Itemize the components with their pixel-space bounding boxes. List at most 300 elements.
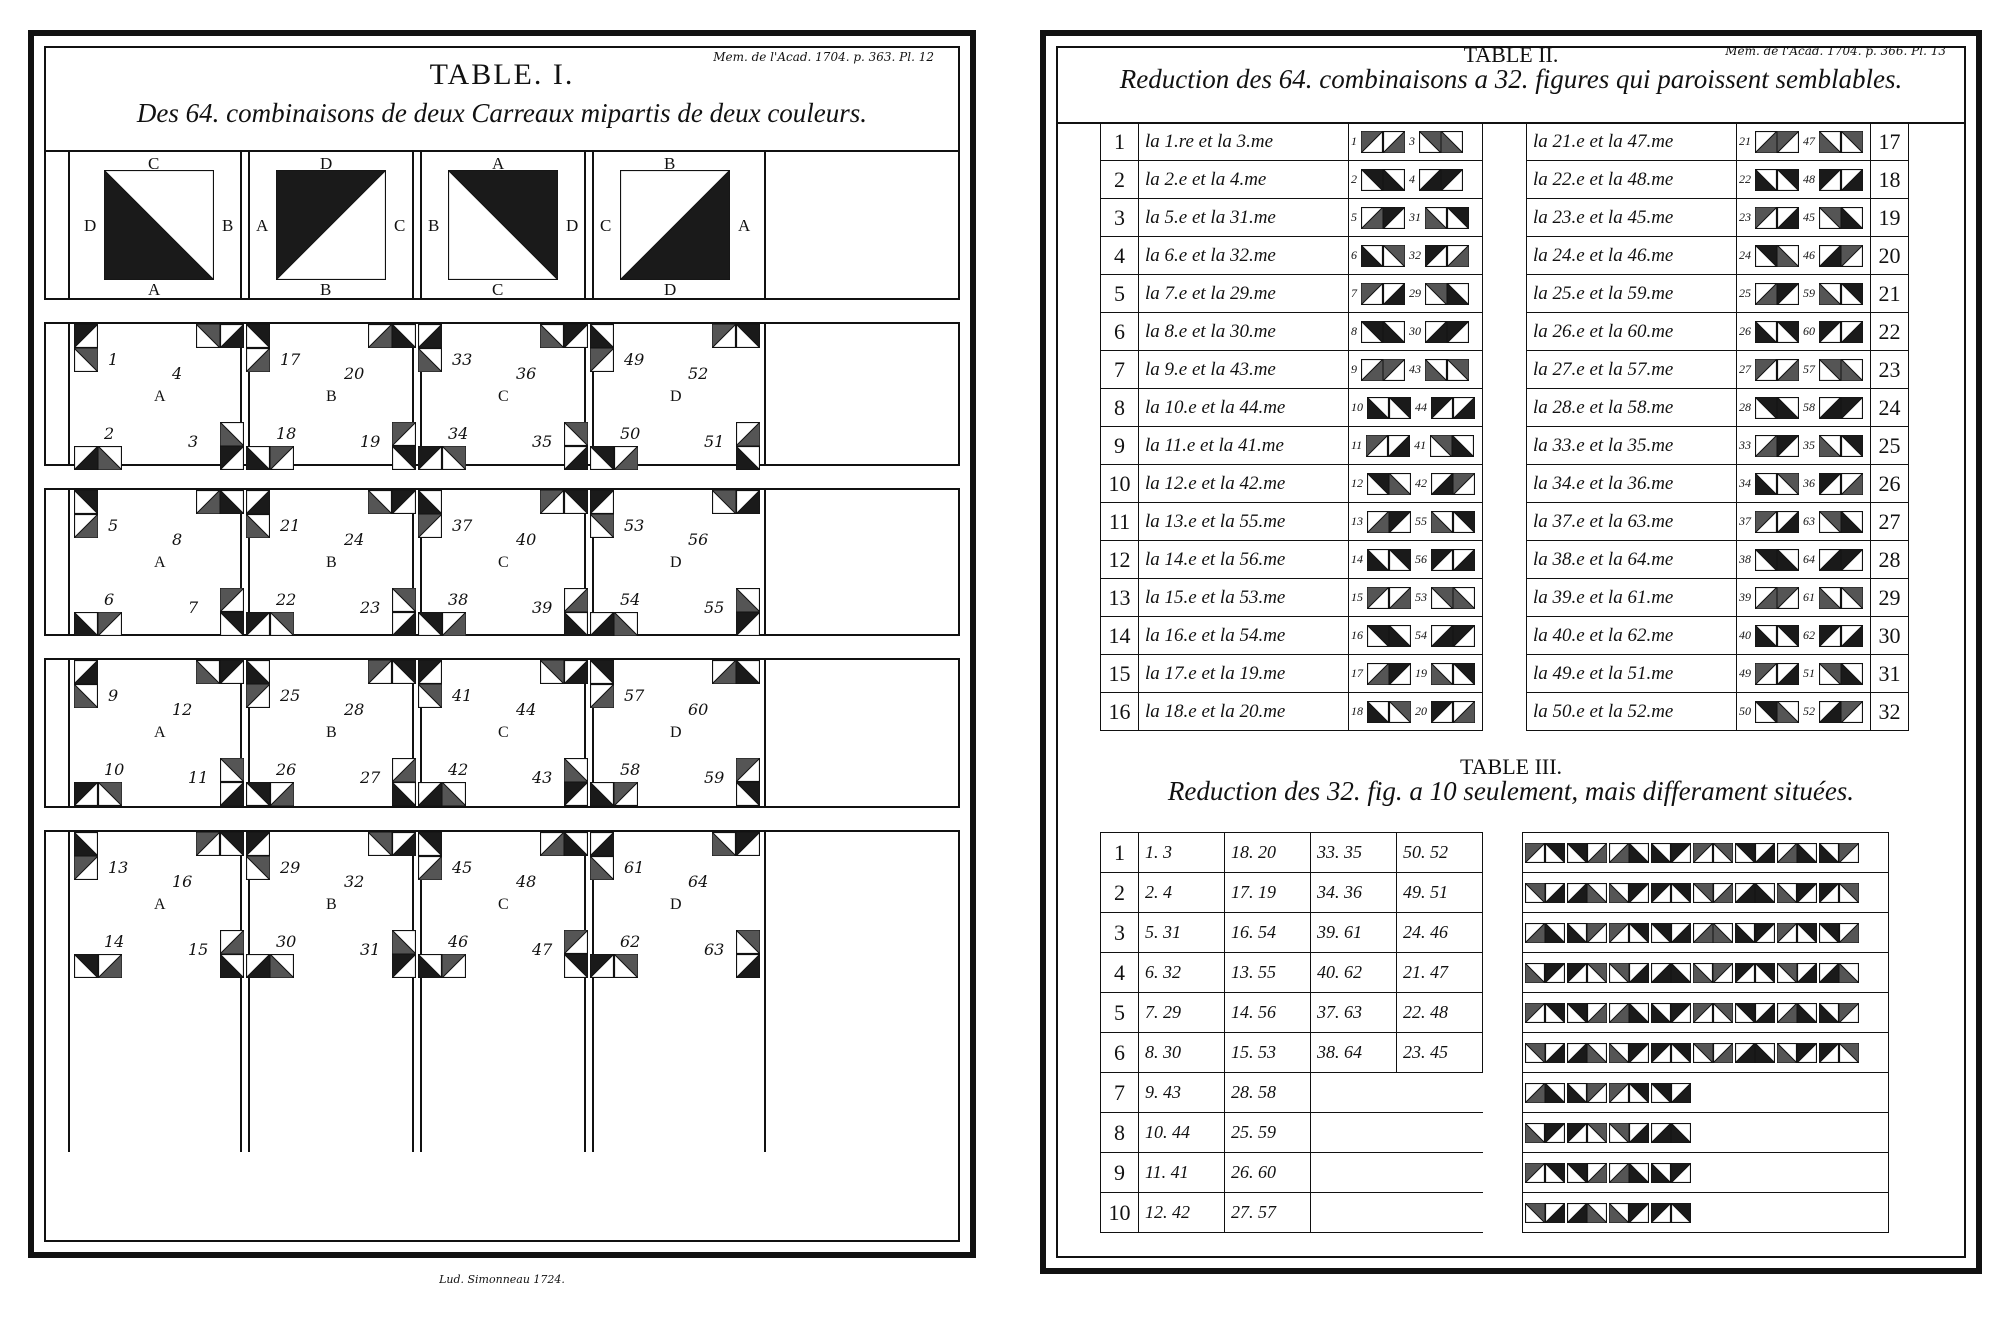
table3-row bbox=[1101, 1033, 1889, 1073]
combination-text: la 21.e et la 47.me bbox=[1527, 123, 1737, 161]
row-number: 26 bbox=[1871, 465, 1909, 503]
half-tile-icon bbox=[246, 660, 270, 684]
half-tile-icon bbox=[712, 832, 736, 856]
combination-tile-pair bbox=[246, 832, 270, 880]
combination-number: 27 bbox=[360, 768, 381, 787]
tile-pair bbox=[1819, 245, 1863, 267]
combination-tile-pair bbox=[368, 832, 416, 856]
combination-tile-pair bbox=[392, 930, 416, 978]
combination-number: 31 bbox=[360, 940, 381, 959]
pair-cell: 23. 45 bbox=[1397, 1033, 1483, 1073]
group-letter: A bbox=[154, 724, 166, 741]
table2-row bbox=[1101, 313, 1909, 351]
legend-tile bbox=[246, 152, 416, 298]
figure-pair bbox=[1737, 389, 1871, 427]
group-letter: D bbox=[670, 724, 682, 741]
combination-number: 26 bbox=[276, 760, 297, 779]
table2-row bbox=[1101, 161, 1909, 199]
half-tile-icon bbox=[1693, 883, 1713, 903]
tile-pair bbox=[1735, 1043, 1775, 1063]
half-tile-icon bbox=[368, 490, 392, 514]
half-tile-icon bbox=[1777, 883, 1797, 903]
half-tile-icon bbox=[74, 612, 98, 636]
half-tile-icon bbox=[1431, 397, 1453, 419]
combination-text: la 15.e et la 53.me bbox=[1139, 579, 1349, 617]
half-tile-icon bbox=[620, 170, 730, 280]
figure-number: 42 bbox=[1415, 476, 1427, 490]
tile-pair bbox=[1819, 359, 1863, 381]
tile-pair bbox=[1425, 245, 1469, 267]
half-tile-icon bbox=[564, 954, 588, 978]
pair-cell: 9. 43 bbox=[1139, 1073, 1225, 1113]
combination-text: la 13.e et la 55.me bbox=[1139, 503, 1349, 541]
pattern-strip bbox=[1523, 1193, 1889, 1233]
combination-text: la 26.e et la 60.me bbox=[1527, 313, 1737, 351]
combination-tile-pair bbox=[196, 832, 244, 856]
combination-number: 37 bbox=[452, 516, 473, 535]
legend-tile bbox=[418, 152, 588, 298]
combination-number: 61 bbox=[624, 858, 645, 877]
half-tile-icon bbox=[392, 446, 416, 470]
combination-tile-pair bbox=[368, 660, 416, 684]
table1-band bbox=[44, 806, 960, 832]
half-tile-icon bbox=[1367, 625, 1389, 647]
figure-pair bbox=[1349, 693, 1483, 731]
half-tile-icon bbox=[1447, 245, 1469, 267]
tile-pair bbox=[1735, 1003, 1775, 1023]
combination-number: 35 bbox=[532, 432, 553, 451]
half-tile-icon bbox=[1651, 1123, 1671, 1143]
tile-pair bbox=[1609, 963, 1649, 983]
figure-number: 64 bbox=[1803, 552, 1815, 566]
half-tile-icon bbox=[1366, 435, 1388, 457]
tile-pair bbox=[1567, 1083, 1607, 1103]
pair-cell: 26. 60 bbox=[1225, 1153, 1311, 1193]
half-tile-icon bbox=[1389, 549, 1411, 571]
half-tile-icon bbox=[1383, 283, 1405, 305]
figure-pair bbox=[1349, 465, 1483, 503]
half-tile-icon bbox=[540, 324, 564, 348]
tile-pair bbox=[1819, 587, 1863, 609]
half-tile-icon bbox=[1609, 923, 1629, 943]
row-number: 6 bbox=[1101, 1033, 1139, 1073]
combination-number: 55 bbox=[704, 598, 725, 617]
half-tile-icon bbox=[1425, 207, 1447, 229]
half-tile-icon bbox=[1839, 1043, 1859, 1063]
half-tile-icon bbox=[736, 612, 760, 636]
combination-tile-pair bbox=[590, 612, 638, 636]
combination-tile-pair bbox=[418, 660, 442, 708]
tile-pair bbox=[1431, 701, 1475, 723]
combination-tile-pair bbox=[74, 612, 122, 636]
figure-number: 27 bbox=[1739, 362, 1751, 376]
half-tile-icon bbox=[1839, 1003, 1859, 1023]
table3-row bbox=[1101, 953, 1889, 993]
half-tile-icon bbox=[220, 612, 244, 636]
table3-row bbox=[1101, 873, 1889, 913]
combination-number: 11 bbox=[188, 768, 209, 787]
figure-number: 21 bbox=[1739, 134, 1751, 148]
combination-tile-pair bbox=[74, 954, 122, 978]
half-tile-icon bbox=[246, 782, 270, 806]
half-tile-icon bbox=[1651, 1043, 1671, 1063]
figure-pair bbox=[1349, 579, 1483, 617]
half-tile-icon bbox=[1419, 131, 1441, 153]
pair-cell bbox=[1311, 1193, 1397, 1233]
tile-pair bbox=[1367, 587, 1411, 609]
row-number: 20 bbox=[1871, 237, 1909, 275]
combination-text: la 1.re et la 3.me bbox=[1139, 123, 1349, 161]
half-tile-icon bbox=[564, 660, 588, 684]
half-tile-icon bbox=[736, 930, 760, 954]
combination-number: 23 bbox=[360, 598, 381, 617]
pair-cell: 1. 3 bbox=[1139, 833, 1225, 873]
tile-pair bbox=[1755, 549, 1799, 571]
combination-number: 41 bbox=[452, 686, 473, 705]
tile-pair bbox=[1567, 1123, 1607, 1143]
half-tile-icon bbox=[392, 954, 416, 978]
half-tile-icon bbox=[1545, 1003, 1565, 1023]
pattern-group bbox=[418, 660, 588, 806]
tile-pair bbox=[1755, 321, 1799, 343]
half-tile-icon bbox=[1629, 923, 1649, 943]
figure-pair bbox=[1737, 541, 1871, 579]
tile-pair bbox=[1777, 963, 1817, 983]
combination-text: la 34.e et la 36.me bbox=[1527, 465, 1737, 503]
combination-number: 16 bbox=[172, 872, 193, 891]
figure-pair bbox=[1349, 503, 1483, 541]
row-number: 29 bbox=[1871, 579, 1909, 617]
pair-cell: 17. 19 bbox=[1225, 873, 1311, 913]
figure-number: 59 bbox=[1803, 286, 1815, 300]
half-tile-icon bbox=[392, 324, 416, 348]
tile-pair bbox=[1693, 923, 1733, 943]
tile-pair bbox=[1609, 1083, 1649, 1103]
half-tile-icon bbox=[1819, 843, 1839, 863]
pair-cell: 37. 63 bbox=[1311, 993, 1397, 1033]
pair-cell bbox=[1397, 1153, 1483, 1193]
half-tile-icon bbox=[1651, 1203, 1671, 1223]
pair-cell bbox=[1311, 1153, 1397, 1193]
legend-tile bbox=[590, 152, 760, 298]
half-tile-icon bbox=[1383, 359, 1405, 381]
half-tile-icon bbox=[1567, 923, 1587, 943]
figure-number: 12 bbox=[1351, 476, 1363, 490]
figure-pair bbox=[1737, 465, 1871, 503]
tile-pair bbox=[1419, 169, 1463, 191]
half-tile-icon bbox=[1755, 625, 1777, 647]
half-tile-icon bbox=[1671, 923, 1691, 943]
half-tile-icon bbox=[1671, 1203, 1691, 1223]
pattern-strip bbox=[1523, 993, 1889, 1033]
row-number: 4 bbox=[1101, 953, 1139, 993]
half-tile-icon bbox=[1567, 1043, 1587, 1063]
table3-title: TABLE III. bbox=[1459, 754, 1563, 779]
combination-tile-pair bbox=[196, 490, 244, 514]
combination-number: 18 bbox=[276, 424, 297, 443]
row-number: 1 bbox=[1101, 833, 1139, 873]
half-tile-icon bbox=[1777, 321, 1799, 343]
half-tile-icon bbox=[1567, 883, 1587, 903]
tile-pair bbox=[1735, 963, 1775, 983]
pattern-group bbox=[246, 490, 416, 636]
figure-number: 53 bbox=[1415, 590, 1427, 604]
combination-number: 25 bbox=[280, 686, 301, 705]
combination-tile-pair bbox=[540, 490, 588, 514]
combination-text: la 28.e et la 58.me bbox=[1527, 389, 1737, 427]
half-tile-icon bbox=[1735, 1043, 1755, 1063]
combination-tile-pair bbox=[418, 324, 442, 372]
combination-number: 24 bbox=[344, 530, 365, 549]
half-tile-icon bbox=[74, 856, 98, 880]
half-tile-icon bbox=[1755, 549, 1777, 571]
tile-pair bbox=[1567, 843, 1607, 863]
half-tile-icon bbox=[1797, 883, 1817, 903]
tile-pair bbox=[1755, 511, 1799, 533]
half-tile-icon bbox=[392, 930, 416, 954]
table1-subtitle: Des 64. combinaisons de deux Carreaux mipartis de deux couleurs. bbox=[136, 98, 868, 128]
pattern-strip bbox=[1523, 833, 1889, 873]
tile-pair bbox=[1431, 473, 1475, 495]
half-tile-icon bbox=[1755, 283, 1777, 305]
tile-pair bbox=[1819, 1003, 1859, 1023]
table3 bbox=[1100, 832, 1889, 1233]
tile-pair bbox=[1567, 1163, 1607, 1183]
pair-cell: 7. 29 bbox=[1139, 993, 1225, 1033]
half-tile-icon bbox=[590, 324, 614, 348]
pattern-strip bbox=[1523, 953, 1889, 993]
half-tile-icon bbox=[1735, 883, 1755, 903]
half-tile-icon bbox=[418, 954, 442, 978]
combination-number: 28 bbox=[344, 700, 365, 719]
half-tile-icon bbox=[1671, 1043, 1691, 1063]
half-tile-icon bbox=[1587, 1123, 1607, 1143]
figure-number: 41 bbox=[1414, 438, 1427, 452]
tile-pair bbox=[1367, 701, 1411, 723]
tile-pair bbox=[1819, 963, 1859, 983]
half-tile-icon bbox=[220, 832, 244, 856]
tile-pair bbox=[1431, 511, 1475, 533]
half-tile-icon bbox=[564, 324, 588, 348]
half-tile-icon bbox=[1713, 923, 1733, 943]
combination-tile-pair bbox=[220, 758, 244, 806]
figure-number: 23 bbox=[1739, 210, 1751, 224]
tile-pair bbox=[1609, 1203, 1649, 1223]
combination-tile-pair bbox=[220, 422, 244, 470]
combination-number: 29 bbox=[280, 858, 301, 877]
tile-pair bbox=[1755, 245, 1799, 267]
combination-tile-pair bbox=[564, 930, 588, 978]
half-tile-icon bbox=[1819, 511, 1841, 533]
figure-number: 48 bbox=[1803, 172, 1815, 186]
tile-pair bbox=[1567, 883, 1607, 903]
figure-number: 33 bbox=[1739, 438, 1751, 452]
half-tile-icon bbox=[590, 782, 614, 806]
half-tile-icon bbox=[564, 446, 588, 470]
pair-cell: 22. 48 bbox=[1397, 993, 1483, 1033]
pair-cell: 39. 61 bbox=[1311, 913, 1397, 953]
tile-pair bbox=[1755, 397, 1799, 419]
half-tile-icon bbox=[1671, 1003, 1691, 1023]
half-tile-icon bbox=[270, 446, 294, 470]
tile-pair bbox=[1777, 883, 1817, 903]
row-number: 3 bbox=[1101, 199, 1139, 237]
group-letter: B bbox=[326, 896, 337, 913]
combination-number: 52 bbox=[688, 364, 709, 383]
half-tile-icon bbox=[590, 612, 614, 636]
tile-pair bbox=[1819, 843, 1859, 863]
combination-tile-pair bbox=[418, 832, 442, 880]
pair-cell: 24. 46 bbox=[1397, 913, 1483, 953]
half-tile-icon bbox=[1367, 587, 1389, 609]
tile-pair bbox=[1819, 549, 1863, 571]
half-tile-icon bbox=[1419, 169, 1441, 191]
combination-tile-pair bbox=[590, 782, 638, 806]
tile-pair bbox=[1367, 511, 1411, 533]
combination-tile-pair bbox=[590, 832, 614, 880]
combination-number: 7 bbox=[188, 598, 199, 617]
tile-pair bbox=[1525, 923, 1565, 943]
tile-pair bbox=[1431, 663, 1475, 685]
half-tile-icon bbox=[1525, 843, 1545, 863]
half-tile-icon bbox=[1755, 1043, 1775, 1063]
combination-text: la 7.e et la 29.me bbox=[1139, 275, 1349, 313]
row-number: 31 bbox=[1871, 655, 1909, 693]
tile-pair bbox=[1361, 283, 1405, 305]
half-tile-icon bbox=[736, 832, 760, 856]
half-tile-icon bbox=[1389, 663, 1411, 685]
tile-pair bbox=[1367, 473, 1411, 495]
half-tile-icon bbox=[564, 758, 588, 782]
half-tile-icon bbox=[1629, 1203, 1649, 1223]
tile-pair bbox=[1755, 207, 1799, 229]
combination-text: la 37.e et la 63.me bbox=[1527, 503, 1737, 541]
half-tile-icon bbox=[1441, 169, 1463, 191]
row-number: 22 bbox=[1871, 313, 1909, 351]
row-number: 21 bbox=[1871, 275, 1909, 313]
group-letter: B bbox=[326, 554, 337, 571]
half-tile-icon bbox=[1361, 169, 1383, 191]
figure-number: 26 bbox=[1739, 324, 1751, 338]
half-tile-icon bbox=[1671, 883, 1691, 903]
half-tile-icon bbox=[1841, 549, 1863, 571]
row-number: 13 bbox=[1101, 579, 1139, 617]
tile-pair bbox=[1609, 843, 1649, 863]
half-tile-icon bbox=[74, 660, 98, 684]
table1-band bbox=[44, 298, 960, 324]
tile-pair bbox=[1755, 625, 1799, 647]
half-tile-icon bbox=[74, 954, 98, 978]
figure-number: 20 bbox=[1415, 704, 1427, 718]
tile-pair bbox=[1425, 207, 1469, 229]
pair-cell: 25. 59 bbox=[1225, 1113, 1311, 1153]
pattern-strip bbox=[1523, 1073, 1889, 1113]
row-number: 14 bbox=[1101, 617, 1139, 655]
half-tile-icon bbox=[1453, 625, 1475, 647]
row-number: 18 bbox=[1871, 161, 1909, 199]
tile-pair bbox=[1819, 511, 1863, 533]
combination-number: 34 bbox=[448, 424, 469, 443]
pair-cell bbox=[1397, 1113, 1483, 1153]
combination-number: 48 bbox=[516, 872, 537, 891]
combination-tile-pair bbox=[418, 446, 466, 470]
figure-pair bbox=[1737, 123, 1871, 161]
combination-text: la 40.e et la 62.me bbox=[1527, 617, 1737, 655]
half-tile-icon bbox=[1453, 663, 1475, 685]
combination-text: la 5.e et la 31.me bbox=[1139, 199, 1349, 237]
tile-pair bbox=[1735, 923, 1775, 943]
half-tile-icon bbox=[1629, 1003, 1649, 1023]
figure-number: 51 bbox=[1803, 666, 1815, 680]
half-tile-icon bbox=[1841, 511, 1863, 533]
half-tile-icon bbox=[1545, 963, 1565, 983]
half-tile-icon bbox=[1545, 883, 1565, 903]
figure-number: 52 bbox=[1803, 704, 1815, 718]
tile-pair bbox=[1609, 883, 1649, 903]
pattern-group bbox=[418, 490, 588, 636]
half-tile-icon bbox=[220, 758, 244, 782]
figure-pair bbox=[1737, 351, 1871, 389]
combination-tile-pair bbox=[418, 782, 466, 806]
combination-number: 15 bbox=[188, 940, 209, 959]
half-tile-icon bbox=[368, 832, 392, 856]
tile-pair bbox=[1425, 283, 1469, 305]
tile-pair bbox=[1366, 435, 1410, 457]
table2-row bbox=[1101, 275, 1909, 313]
pattern-group bbox=[590, 832, 760, 978]
tile-pair bbox=[1367, 663, 1411, 685]
combination-number: 51 bbox=[704, 432, 725, 451]
half-tile-icon bbox=[1819, 397, 1841, 419]
combination-tile-pair bbox=[74, 832, 98, 880]
half-tile-icon bbox=[1841, 625, 1863, 647]
half-tile-icon bbox=[1651, 923, 1671, 943]
figure-number: 56 bbox=[1415, 552, 1427, 566]
combination-tile-pair bbox=[564, 758, 588, 806]
half-tile-icon bbox=[1651, 1083, 1671, 1103]
half-tile-icon bbox=[712, 490, 736, 514]
half-tile-icon bbox=[1755, 701, 1777, 723]
pattern-strip bbox=[1523, 873, 1889, 913]
half-tile-icon bbox=[1819, 923, 1839, 943]
pair-cell: 16. 54 bbox=[1225, 913, 1311, 953]
half-tile-icon bbox=[1567, 1003, 1587, 1023]
figure-number: 29 bbox=[1409, 286, 1421, 300]
half-tile-icon bbox=[1452, 435, 1474, 457]
half-tile-icon bbox=[736, 324, 760, 348]
group-letter: A bbox=[154, 554, 166, 571]
tile-pair bbox=[1735, 843, 1775, 863]
half-tile-icon bbox=[1819, 701, 1841, 723]
tile-pair bbox=[1819, 207, 1863, 229]
half-tile-icon bbox=[1567, 1083, 1587, 1103]
figure-number: 44 bbox=[1415, 400, 1427, 414]
combination-tile-pair bbox=[540, 660, 588, 684]
row-number: 9 bbox=[1101, 427, 1139, 465]
tile-pair bbox=[1367, 397, 1411, 419]
half-tile-icon bbox=[1361, 131, 1383, 153]
combination-tile-pair bbox=[590, 490, 614, 538]
pair-cell: 2. 4 bbox=[1139, 873, 1225, 913]
half-tile-icon bbox=[1777, 1003, 1797, 1023]
table3-row bbox=[1101, 1193, 1889, 1233]
tile-pair bbox=[1755, 663, 1799, 685]
row-number: 25 bbox=[1871, 427, 1909, 465]
combination-text: la 8.e et la 30.me bbox=[1139, 313, 1349, 351]
figure-number: 30 bbox=[1409, 324, 1421, 338]
half-tile-icon bbox=[1367, 549, 1389, 571]
half-tile-icon bbox=[1777, 435, 1799, 457]
